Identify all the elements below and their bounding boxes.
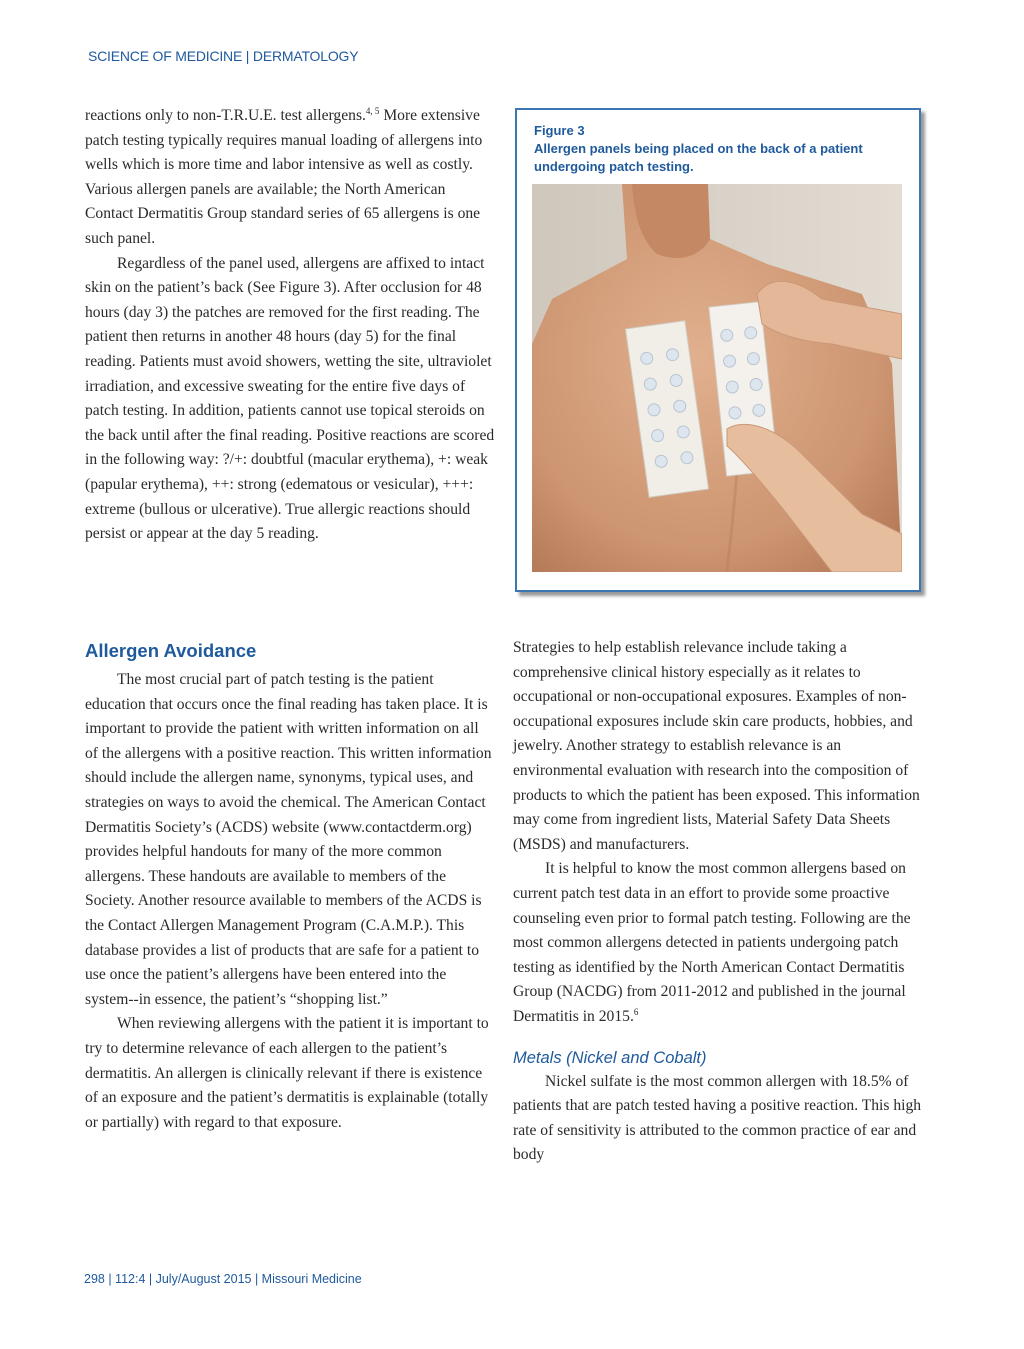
paragraph: Strategies to help establish relevance include taking a comprehensive clinical history especially as it relates to occupational or non-occupational exposures. Examples of non-occupational exposures include skin care products, hobbies, and jewelry. Another strategy to establish relevance is an environmental evaluation with research into the composition of products to which the patient has been exposed. This information may come from ingredient lists, Material Safety Data Sheets (MSDS) and manufacturers. xyxy=(513,639,920,853)
paragraph xyxy=(513,857,925,1029)
paragraph-text: It is helpful to know the most common allergens based on current patch test data in an effort to provide some proactive counseling even prior to formal patch testing. Following are the most common allergens detected in patients undergoing patch testing as identified by the North American Contact Dermatitis Group (NACDG) from 2011-2012 and published in the journal Dermatitis in 2015. xyxy=(513,860,911,1025)
citation-superscript: 6 xyxy=(633,1006,639,1017)
figure-3 xyxy=(515,108,921,592)
paragraph-text: More extensive patch testing typically requires manual loading of allergens into wells which is more time and labor intensive as well as costly. Various allergen panels are available; the North American Contact Dermatitis Group standard series of 65 allergens is one such panel. xyxy=(85,107,483,247)
patch-test-illustration xyxy=(532,184,902,572)
left-column-top xyxy=(85,104,495,547)
right-column-bottom xyxy=(513,636,925,1168)
subsection-heading: Metals (Nickel and Cobalt) xyxy=(513,1048,707,1067)
left-column-bottom xyxy=(85,668,495,1135)
paragraph: Nickel sulfate is the most common allergen with 18.5% of patients that are patch tested having a positive reaction. This high rate of sensitivity is attributed to the common practice of ear and body xyxy=(513,1072,922,1164)
paragraph: The most crucial part of patch testing is the patient education that occurs once the final reading has taken place. It is important to provide the patient with written information on all of the allergens with a positive reaction. This written information should include the allergen name, synonyms, typical uses, and strategies on ways to avoid the chemical. The American Contact Dermatitis Society’s (ACDS) website (www.contactderm.org) provides helpful handouts for many of the more common allergens. These handouts are available to members of the Society. Another resource available to members of the ACDS is the Contact Allergen Management Program (C.A.M.P.). This database provides a list of products that are safe for a patient to use once the patient’s allergens have been entered into the system--in essence, the patient’s “shopping list.” xyxy=(85,671,492,1008)
paragraph: Regardless of the panel used, allergens are affixed to intact skin on the patient’s back (See Figure 3). After occlusion for 48 hours (day 3) the patches are removed for the first reading. The patient then returns in another 48 hours (day 5) for the final reading. Patients must avoid showers, wetting the site, ultraviolet irradiation, and excessive sweating for the entire five days of patch testing. In addition, patients cannot use topical steroids on the back until after the final reading. Positive reactions are scored in the following way: ?/+: doubtful (macular erythema), +: weak (papular erythema), ++: strong (edematous or vesicular), +++: extreme (bullous or ulcerative). True allergic reactions should persist or appear at the day 5 reading. xyxy=(85,254,495,543)
paragraph: When reviewing allergens with the patient it is important to try to determine relevance of each allergen to the patient’s dermatitis. An allergen is clinically relevant if there is existence of an exposure and the patient’s dermatitis is explainable (totally or partially) with regard to that exposure. xyxy=(85,1015,489,1131)
figure-label: Figure 3 xyxy=(534,123,585,138)
page-footer: 298 | 112:4 | July/August 2015 | Missouri Medicine xyxy=(84,1272,362,1286)
paragraph xyxy=(85,104,495,252)
figure-caption: Allergen panels being placed on the back of a patient undergoing patch testing. xyxy=(534,141,863,174)
section-heading: Allergen Avoidance xyxy=(85,640,257,661)
paragraph-text: reactions only to non-T.R.U.E. test allergens. xyxy=(85,107,366,124)
running-head: SCIENCE OF MEDICINE | DERMATOLOGY xyxy=(88,48,359,64)
citation-superscript: 4, 5 xyxy=(365,106,380,116)
patch-test-photo xyxy=(532,184,902,572)
